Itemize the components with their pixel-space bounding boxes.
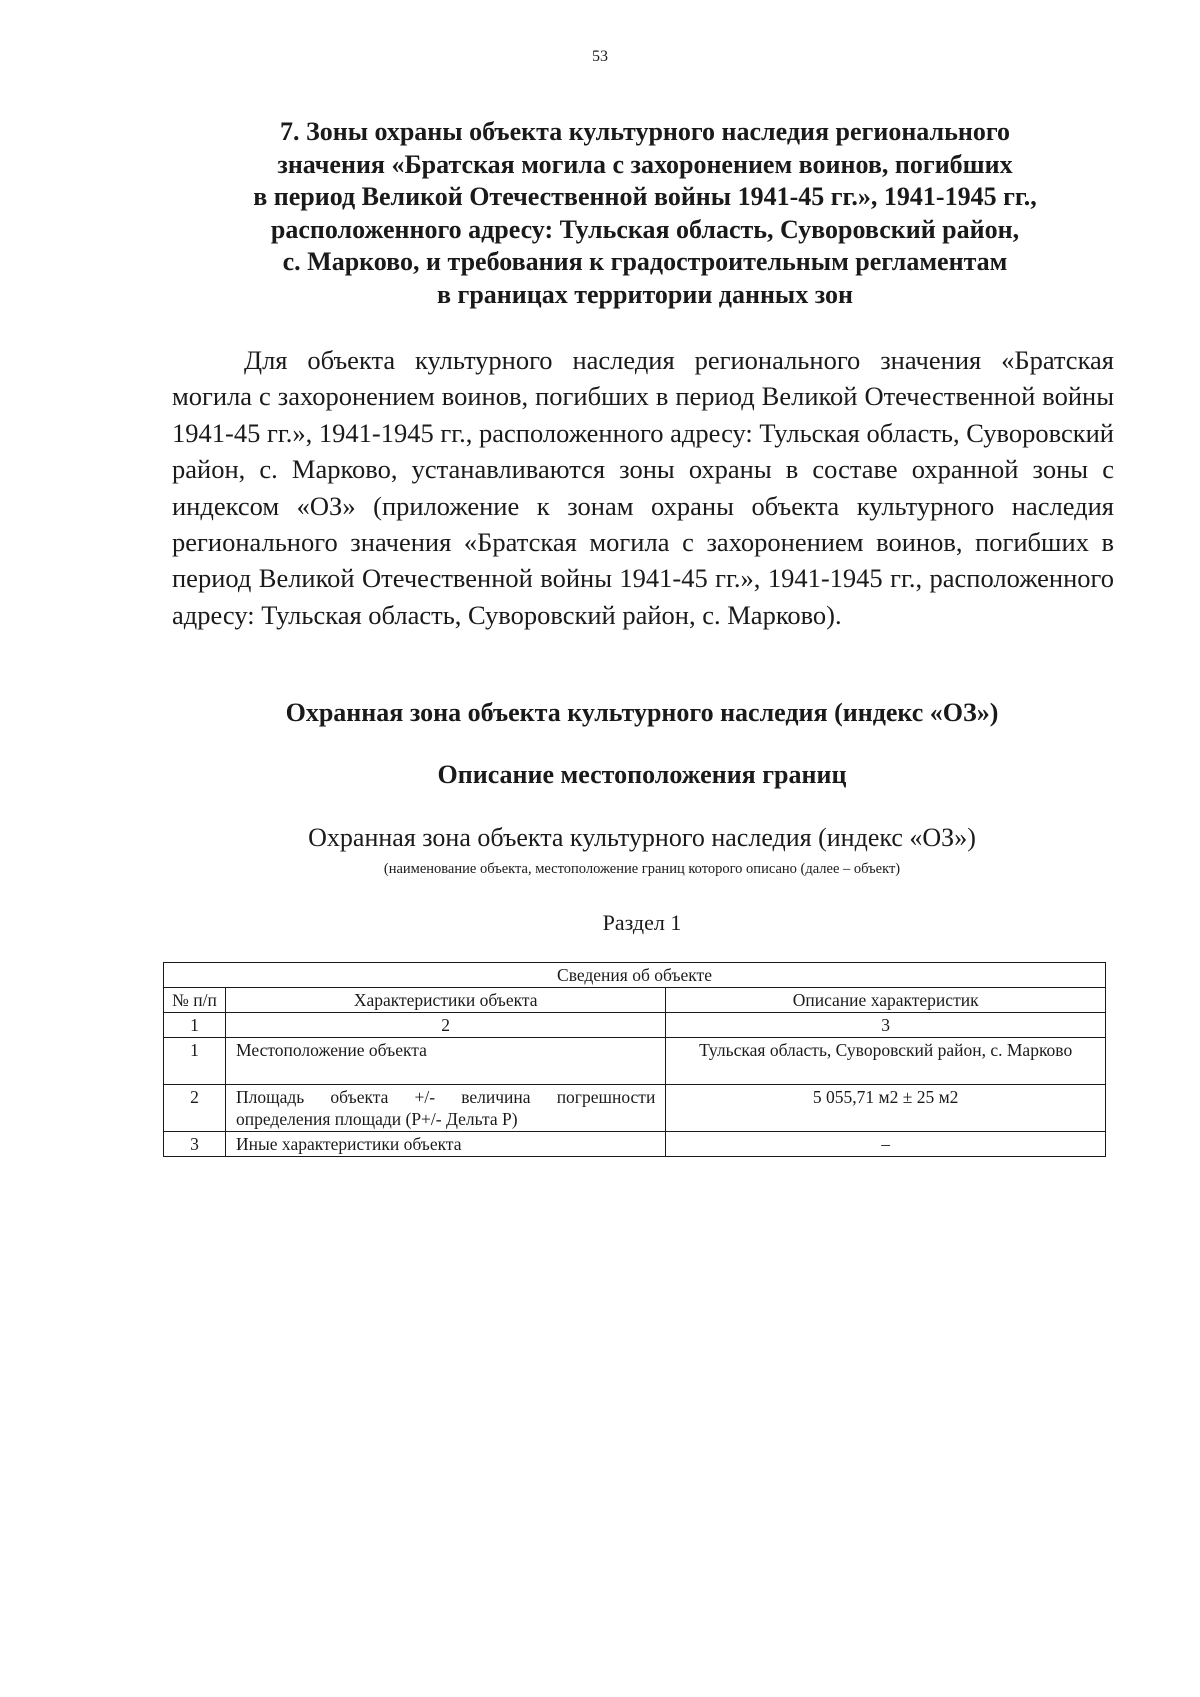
section-title-line: в период Великой Отечественной войны 1941-45 гг.», 1941-1945 гг., (253, 182, 1037, 211)
object-info-table (163, 962, 1106, 1157)
section-label: Раздел 1 (602, 910, 682, 935)
section-title-line: с. Марково, и требования к градостроительным регламентам (282, 247, 1008, 276)
row-number: 3 (164, 1132, 226, 1157)
section-title-line: расположенного адресу: Тульская область, Суворовский район, (270, 214, 1020, 244)
column-number: 1 (164, 1013, 226, 1038)
section-title (170, 116, 1120, 311)
table-row (164, 1038, 1106, 1085)
object-name: Охранная зона объекта культурного наследия (индекс «ОЗ») (308, 823, 976, 852)
section-title-line: значения «Братская могила с захоронением воинов, погибших (277, 149, 1013, 179)
row-number: 1 (164, 1038, 226, 1085)
row-description: 5 055,71 м2 ± 25 м2 (666, 1085, 1106, 1132)
row-description: – (666, 1132, 1106, 1157)
header-characteristic: Характеристики объекта (226, 988, 666, 1013)
column-number: 2 (226, 1013, 666, 1038)
page-number: 53 (592, 48, 608, 65)
table-caption-row (164, 963, 1106, 988)
header-description: Описание характеристик (666, 988, 1106, 1013)
subheading-zone: Охранная зона объекта культурного наследия (индекс «ОЗ») (285, 698, 999, 727)
row-characteristic (226, 1085, 666, 1132)
table-column-numbers-row (164, 1013, 1106, 1038)
row-number: 2 (164, 1085, 226, 1132)
table-row (164, 1132, 1106, 1157)
table-row (164, 1085, 1106, 1132)
subheading-description: Описание местоположения границ (437, 760, 847, 789)
body-paragraph: Для объекта культурного наследия регионального значения «Братская могила с захоронением воинов, погибших в период Великой Отечественной войны 1941-45 гг.», 1941-1945 гг., расположенного адресу: Тульская область, Суворовский район, с. Марково, устанавливаются зоны охраны в составе охранной зоны с индексом «ОЗ» (приложение к зонам охраны объекта культурного наследия регионального значения «Братская могила с захоронением воинов, погибших в период Великой Отечественной войны 1941-45 гг.», 1941-1945 гг., расположенного адресу: Тульская область, Суворовский район, с. Марково). (172, 345, 1114, 630)
table-header-row (164, 988, 1106, 1013)
row-characteristic: Местоположение объекта (226, 1038, 666, 1085)
object-note: (наименование объекта, местоположение границ которого описано (далее – объект) (383, 861, 901, 877)
table-caption: Сведения об объекте (164, 963, 1106, 988)
header-number: № п/п (164, 988, 226, 1013)
row-characteristic: Иные характеристики объекта (226, 1132, 666, 1157)
row-characteristic-line: Площадь объекта +/- величина погрешности (236, 1087, 656, 1107)
column-number: 3 (666, 1013, 1106, 1038)
section-title-line: в границах территории данных зон (437, 279, 853, 309)
row-characteristic-line: определения площади (P+/- Дельта P) (236, 1109, 518, 1129)
section-title-line: 7. Зоны охраны объекта культурного наследия регионального (279, 117, 1011, 146)
row-description: Тульская область, Суворовский район, с. Марково (666, 1038, 1106, 1085)
